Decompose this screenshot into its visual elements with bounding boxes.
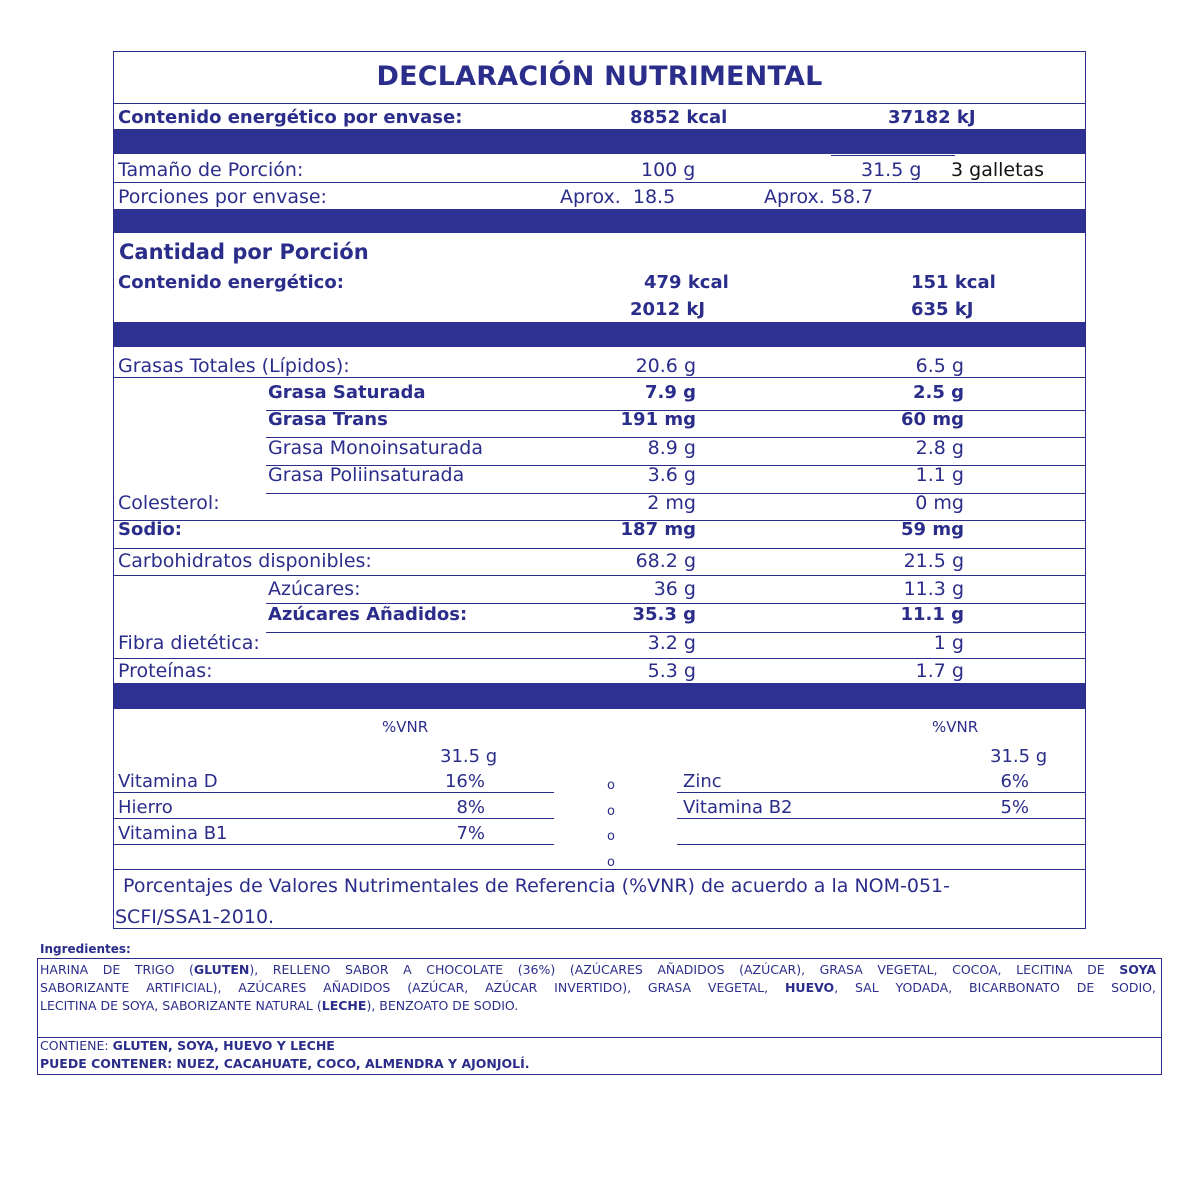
divider: [114, 658, 1085, 659]
vitamin-portion-right: 31.5 g: [990, 746, 1048, 767]
serving-size-100: 100 g: [641, 159, 696, 181]
nutrient-value-100: 8.9 g: [647, 437, 696, 459]
bullet-icon: o: [607, 855, 615, 870]
bullet-icon: o: [607, 829, 615, 844]
vitamin-portion-left: 31.5 g: [440, 746, 498, 767]
serving-size-label: Tamaño de Porción:: [118, 159, 304, 181]
nutrient-label: Azúcares Añadidos:: [268, 604, 468, 625]
contains-label: CONTIENE:: [40, 1038, 113, 1053]
vitamin-value: 7%: [456, 823, 485, 844]
nutrient-value-100: 20.6 g: [635, 355, 696, 377]
allergen-soya: SOYA: [1119, 962, 1157, 977]
bullet-icon: o: [607, 804, 615, 819]
divider: [677, 792, 1085, 793]
vitamin-value: 16%: [444, 771, 485, 792]
nutrient-value-portion: 21.5 g: [903, 550, 964, 572]
divider: [114, 869, 1085, 870]
divider: [114, 844, 554, 845]
divider: [113, 377, 1086, 378]
nutrient-value-100: 68.2 g: [635, 550, 696, 572]
nutrient-value-portion: 1.1 g: [915, 464, 964, 486]
nutrient-label: Grasas Totales (Lípidos):: [118, 355, 350, 377]
portions-portion: Aprox. 58.7: [764, 186, 874, 208]
divider: [677, 818, 1085, 819]
nutrient-value-100: 35.3 g: [632, 604, 696, 625]
portions-100: Aprox. 18.5: [560, 186, 676, 208]
vitamin-label: Zinc: [683, 771, 722, 792]
ingredients-line-3: [40, 997, 1156, 1015]
vnr-header-right: %VNR: [932, 718, 979, 736]
nutrient-label: Grasa Poliinsaturada: [268, 464, 465, 486]
divider: [831, 155, 955, 156]
energy-container-kj: 37182 kJ: [888, 107, 976, 128]
energy-kj-100: 2012 kJ: [630, 299, 706, 320]
section-band: [114, 209, 1085, 233]
nutrient-value-portion: 11.1 g: [900, 604, 964, 625]
vitamin-label: Vitamina B1: [118, 823, 228, 844]
allergen-gluten: GLUTEN: [193, 962, 250, 977]
nutrient-value-portion: 0 mg: [915, 492, 964, 514]
vitamin-value: 6%: [1000, 771, 1029, 792]
divider: [114, 548, 1085, 549]
nutrient-value-portion: 6.5 g: [915, 355, 964, 377]
ingredients-text: ), BENZOATO DE SODIO.: [366, 998, 519, 1013]
energy-kcal-portion: 151 kcal: [911, 272, 996, 293]
ingredients-text: LECITINA DE SOYA, SABORIZANTE NATURAL (: [40, 998, 322, 1013]
ingredients-text: ), RELLENO SABOR A CHOCOLATE (36%) (AZÚCARES AÑADIDOS (AZÚCAR), GRASA VEGETAL, COCOA, LECITINA DE: [249, 962, 1120, 977]
divider: [114, 182, 1085, 183]
section-band: [114, 322, 1085, 347]
nutrient-value-100: 7.9 g: [644, 382, 696, 403]
ingredients-text: SABORIZANTE ARTIFICIAL), AZÚCARES AÑADIDOS (AZÚCAR, AZÚCAR INVERTIDO), GRASA VEGETAL,: [40, 980, 785, 995]
nutrient-value-100: 2 mg: [647, 492, 696, 514]
energy-label: Contenido energético:: [118, 272, 344, 293]
nutrient-label: Grasa Saturada: [268, 382, 426, 403]
ingredients-line-1: [40, 961, 1156, 979]
nutrient-label: Colesterol:: [118, 492, 220, 514]
serving-size-portion: 31.5 g: [861, 159, 922, 181]
per-portion-heading: Cantidad por Porción: [119, 240, 369, 264]
contains-line: [40, 1038, 335, 1053]
nutrient-label: Azúcares:: [268, 578, 361, 600]
may-contain-line: PUEDE CONTENER: NUEZ, CACAHUATE, COCO, ALMENDRA Y AJONJOLÍ.: [40, 1056, 530, 1071]
bullet-icon: o: [607, 778, 615, 793]
divider: [677, 844, 1085, 845]
energy-kj-portion: 635 kJ: [911, 299, 974, 320]
allergen-egg: HUEVO: [784, 980, 835, 995]
nutrient-value-portion: 2.5 g: [912, 382, 964, 403]
vitamin-label: Vitamina D: [118, 771, 218, 792]
energy-container-label: Contenido energético por envase:: [118, 107, 463, 128]
nutrient-label: Proteínas:: [118, 660, 213, 682]
nutrient-value-100: 3.2 g: [647, 632, 696, 654]
nutrient-value-portion: 1 g: [933, 632, 964, 654]
nutrient-label: Grasa Trans: [268, 409, 388, 430]
nutrient-label: Carbohidratos disponibles:: [118, 550, 372, 572]
contains-value: GLUTEN, SOYA, HUEVO Y LECHE: [112, 1038, 335, 1053]
nutrient-value-100: 187 mg: [620, 519, 696, 540]
vitamin-value: 5%: [1000, 797, 1029, 818]
nutrient-value-portion: 1.7 g: [915, 660, 964, 682]
divider: [114, 103, 1085, 104]
footnote-line2: SCFI/SSA1-2010.: [115, 906, 275, 928]
nutrient-label: Grasa Monoinsaturada: [268, 437, 483, 459]
vnr-header-left: %VNR: [382, 718, 429, 736]
nutrient-label: Sodio:: [118, 519, 182, 540]
nutrient-value-portion: 11.3 g: [903, 578, 964, 600]
energy-kcal-100: 479 kcal: [644, 272, 729, 293]
vitamin-value: 8%: [456, 797, 485, 818]
nutrient-label: Fibra dietética:: [118, 632, 260, 654]
nutrient-value-100: 3.6 g: [647, 464, 696, 486]
section-band: [114, 683, 1085, 709]
panel-title: DECLARACIÓN NUTRIMENTAL: [376, 61, 823, 92]
nutrient-value-portion: 59 mg: [901, 519, 964, 540]
divider: [114, 818, 554, 819]
divider: [114, 792, 554, 793]
nutrient-value-100: 5.3 g: [647, 660, 696, 682]
nutrition-facts-panel: [113, 51, 1086, 929]
footnote-line1: Porcentajes de Valores Nutrimentales de Referencia (%VNR) de acuerdo a la NOM-051-: [117, 875, 950, 897]
allergen-milk: LECHE: [321, 998, 367, 1013]
ingredients-text: , SAL YODADA, BICARBONATO DE SODIO,: [834, 980, 1156, 995]
portions-label: Porciones por envase:: [118, 186, 327, 208]
energy-container-kcal: 8852 kcal: [630, 107, 728, 128]
divider: [114, 575, 1085, 576]
section-band: [114, 130, 1085, 154]
ingredients-title: Ingredientes:: [40, 942, 131, 956]
nutrient-value-portion: 60 mg: [901, 409, 964, 430]
nutrient-value-100: 191 mg: [620, 409, 696, 430]
nutrient-value-portion: 2.8 g: [915, 437, 964, 459]
ingredients-line-2: [40, 979, 1156, 997]
serving-size-units: 3 galletas: [951, 159, 1045, 181]
vitamin-label: Hierro: [118, 797, 173, 818]
nutrient-value-100: 36 g: [653, 578, 696, 600]
vitamin-label: Vitamina B2: [683, 797, 793, 818]
ingredients-text: HARINA DE TRIGO (: [40, 962, 194, 977]
